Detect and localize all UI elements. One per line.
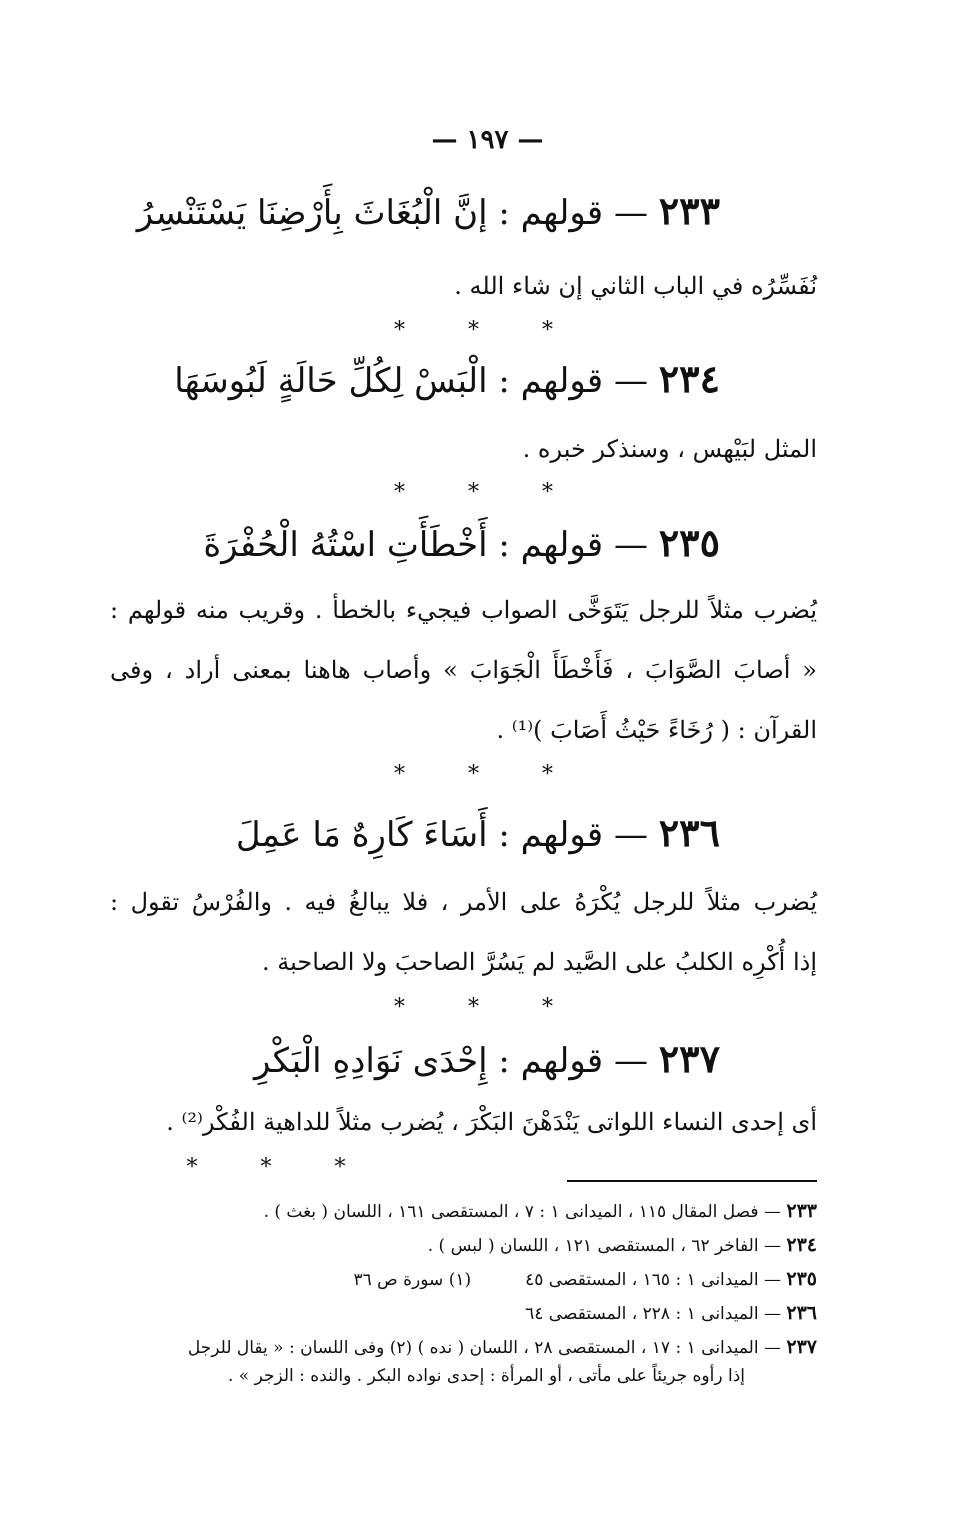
footnote-number: ٢٣٤ bbox=[786, 1234, 817, 1256]
entry-title: — قولهم : إِحْدَى نَوَادِهِ الْبَكْرِ bbox=[254, 1041, 648, 1081]
entry-heading bbox=[120, 810, 720, 855]
footnote bbox=[100, 1268, 817, 1290]
footnote-number: ٢٣٦ bbox=[786, 1302, 817, 1324]
section-separator: * * * bbox=[394, 762, 581, 787]
entry-text-line: يُضرب مثلاً للرجل يُكْرَهُ على الأمر ، فلا يبالغُ فيه . والفُرْسُ تقول : bbox=[110, 888, 818, 916]
entry-title: — قولهم : أَسَاءَ كَارِهٌ مَا عَمِلَ bbox=[235, 815, 648, 855]
footnote bbox=[100, 1234, 817, 1256]
footnote-text: — فصل المقال ١١٥ ، الميدانى ١ : ٧ ، المستقصى ١٦١ ، اللسان ( بغث ) . bbox=[263, 1202, 781, 1222]
page-number: — ١٩٧ — bbox=[431, 125, 544, 155]
entry-number: ٢٣٦ bbox=[658, 810, 720, 855]
entry-text-line: أى إحدى النساء اللواتى يَنْدَهْنَ البَكْرَ ، يُضرب مثلاً للداهية الفُكْر⁽²⁾ . bbox=[166, 1108, 817, 1136]
footnote bbox=[100, 1302, 817, 1324]
footnote-number: ٢٣٧ bbox=[786, 1336, 817, 1358]
entry-heading bbox=[120, 520, 720, 565]
footnote-text: — الميدانى ١ : ١٦٥ ، المستقصى ٤٥ (١) سورة ص ٣٦ bbox=[353, 1270, 781, 1290]
entry-number: ٢٣٣ bbox=[658, 188, 720, 233]
footnote-text: — الفاخر ٦٢ ، المستقصى ١٢١ ، اللسان ( لبس ) . bbox=[427, 1236, 781, 1256]
footnote-text: — الميدانى ١ : ٢٢٨ ، المستقصى ٦٤ bbox=[525, 1304, 781, 1324]
footnote bbox=[100, 1336, 817, 1358]
entry-text-line: يُضرب مثلاً للرجل يَتَوَخَّى الصواب فيجيء بالخطأ . وقريب منه قولهم : bbox=[110, 596, 818, 624]
footnote-text: — الميدانى ١ : ١٧ ، المستقصى ٢٨ ، اللسان ( نده ) (٢) وفى اللسان : « يقال للرجل bbox=[187, 1338, 781, 1358]
section-separator: * * * bbox=[394, 318, 581, 343]
footnote bbox=[100, 1200, 817, 1222]
footnote-continuation: إذا رأوه جريئاً على مأتى ، أو المرأة : إحدى نواده البكر . والنده : الزجر » . bbox=[227, 1366, 745, 1386]
entry-number: ٢٣٧ bbox=[658, 1036, 720, 1081]
entry-text-line: المثل لبَيْهس ، وسنذكر خبره . bbox=[522, 435, 817, 463]
entry-heading bbox=[120, 356, 720, 401]
entry-number: ٢٣٤ bbox=[658, 356, 720, 401]
footnote-number: ٢٣٥ bbox=[786, 1268, 817, 1290]
entry-text-line: القرآن : ( رُخَاءً حَيْثُ أَصَابَ )⁽¹⁾ . bbox=[496, 716, 817, 744]
entry-text-line: إذا أُكْرِه الكلبُ على الصَّيد لم يَسُرَّ الصاحبَ ولا الصاحبة . bbox=[262, 948, 817, 976]
section-separator: * * * bbox=[186, 1155, 374, 1180]
section-separator: * * * bbox=[394, 995, 581, 1020]
entry-text-line: نُفَسِّرُه في الباب الثاني إن شاء الله . bbox=[454, 272, 817, 300]
entry-title: — قولهم : إنَّ الْبُغَاثَ بِأَرْضِنَا يَسْتَنْسِرُ bbox=[136, 193, 648, 233]
footnote-divider bbox=[567, 1180, 817, 1182]
entry-title: — قولهم : الْبَسْ لِكُلِّ حَالَةٍ لَبُوسَهَا bbox=[174, 361, 648, 401]
entry-number: ٢٣٥ bbox=[658, 520, 720, 565]
section-separator: * * * bbox=[394, 480, 581, 505]
footnote-number: ٢٣٣ bbox=[786, 1200, 817, 1222]
entry-heading bbox=[120, 1036, 720, 1081]
entry-heading bbox=[120, 188, 720, 233]
entry-text-line: « أصابَ الصَّوَابَ ، فَأَخْطَأَ الْجَوَابَ » وأصاب هاهنا بمعنى أراد ، وفى bbox=[110, 656, 817, 684]
entry-title: — قولهم : أَخْطَأَتِ اسْتُهُ الْحُفْرَةَ bbox=[203, 525, 648, 565]
